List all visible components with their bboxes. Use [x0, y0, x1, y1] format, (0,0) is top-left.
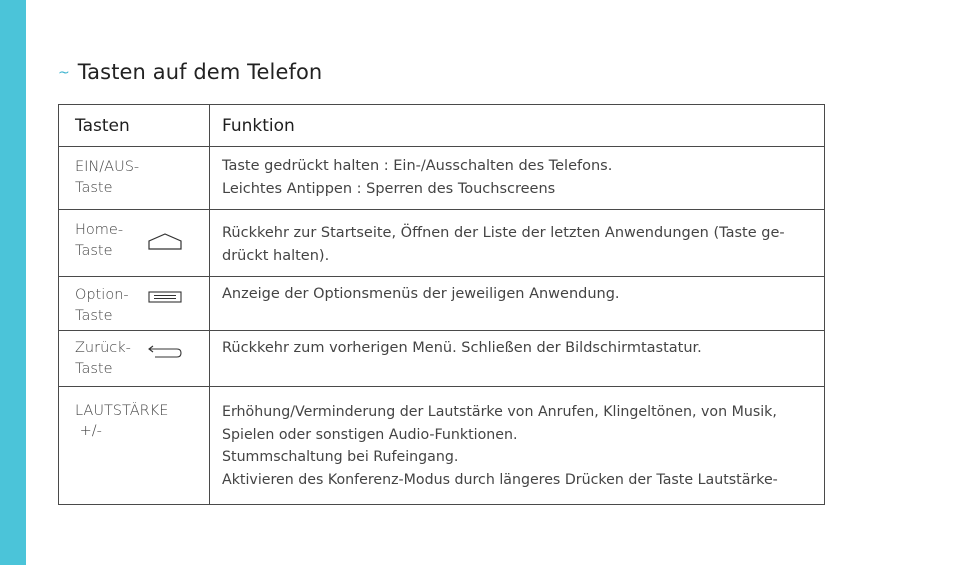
function-cell-option — [210, 277, 825, 331]
key-name-line: Option- — [75, 287, 129, 303]
key-cell-volume — [59, 387, 210, 505]
function-line: Aktivieren des Konferenz-Modus durch längeres Drücken der Taste Lautstärke- — [222, 471, 778, 488]
function-line: Leichtes Antippen : Sperren des Touchscreens — [222, 180, 556, 197]
heading-bullet: ~ — [58, 65, 70, 81]
key-name-line: Home- — [75, 222, 124, 238]
key-cell-power — [59, 147, 210, 210]
function-line: Taste gedrückt halten : Ein-/Ausschalten des Telefons. — [222, 158, 613, 174]
key-name-line: LAUTSTÄRKE — [75, 403, 169, 419]
function-line: Rückkehr zur Startseite, Öffnen der Liste der letzten Anwendungen (Taste ge- — [222, 225, 785, 241]
function-line: Spielen oder sonstigen Audio-Funktionen. — [222, 426, 518, 443]
header-keys: Tasten — [59, 105, 210, 147]
function-line: drückt halten). — [222, 247, 330, 264]
table-header-row — [59, 105, 825, 147]
menu-key-icon — [148, 291, 182, 303]
table-row — [59, 387, 825, 505]
table-row — [59, 210, 825, 277]
function-cell-power — [210, 147, 825, 210]
header-function: Funktion — [210, 105, 825, 147]
key-name-line: Zurück- — [75, 340, 131, 356]
key-cell-option — [59, 277, 210, 331]
key-name-line: EIN/AUS- — [75, 159, 140, 175]
table-row — [59, 277, 825, 331]
table-row — [59, 147, 825, 210]
keys-table — [58, 104, 825, 505]
key-cell-back — [59, 331, 210, 387]
key-name-line: Taste — [75, 361, 113, 377]
function-cell-back — [210, 331, 825, 387]
function-line: Stummschaltung bei Rufeingang. — [222, 449, 459, 465]
key-name-line: Taste — [75, 180, 113, 196]
key-name-line: +/- — [75, 423, 102, 439]
function-line: Erhöhung/Verminderung der Lautstärke von Anrufen, Klingeltönen, von Musik, — [222, 404, 777, 420]
function-line: Rückkehr zum vorherigen Menü. Schließen der Bildschirmtastatur. — [222, 340, 702, 356]
home-key-icon — [147, 232, 183, 250]
function-cell-home — [210, 210, 825, 277]
table-row — [59, 331, 825, 387]
function-line: Anzeige der Optionsmenüs der jeweiligen Anwendung. — [222, 286, 620, 302]
key-cell-home — [59, 210, 210, 277]
sidebar-accent-bar — [0, 0, 26, 565]
key-name-line: Taste — [75, 308, 113, 324]
section-heading — [58, 58, 322, 86]
back-key-icon — [147, 345, 183, 361]
key-name-line: Taste — [75, 243, 113, 259]
page-title: Tasten auf dem Telefon — [77, 60, 323, 84]
function-cell-volume — [210, 387, 825, 505]
